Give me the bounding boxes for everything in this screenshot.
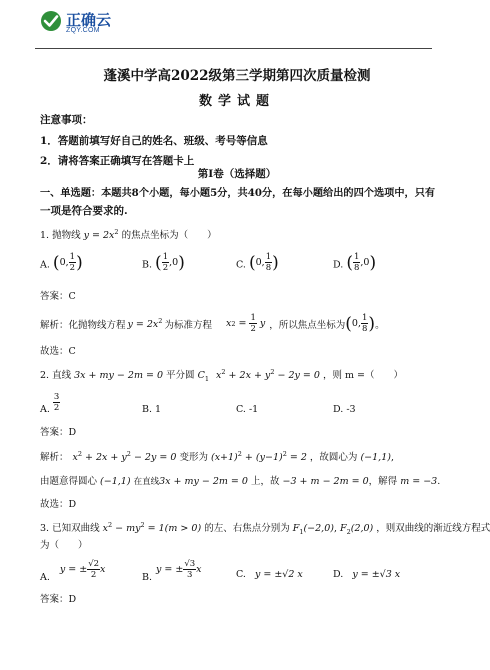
q1-formula: $y = 2x^2$	[83, 227, 119, 241]
logo-check-icon	[40, 10, 62, 32]
exam-subtitle: 数学试题	[198, 94, 275, 109]
q3-option-c[interactable]: C. y = ±√2 x	[236, 569, 303, 580]
q2-method: 故选：D	[40, 499, 77, 510]
notes-item-1: 1．答题前填写好自己的姓名、班级、考号等信息	[40, 135, 268, 147]
q3-stem-line1: 3. 已知双曲线 $x^2 - my^2 = 1(m > 0)$ 的左、右焦点分别为 $F_1(-2,0)$, $F_2(2,0)$ ，则双曲线的渐近线方程式	[40, 520, 490, 536]
q1-option-b[interactable]: B. ( $\frac{1}{2}$ ,0 )	[142, 252, 185, 273]
q2-answer: 答案：D	[40, 427, 77, 438]
logo-text: 正确云	[66, 12, 112, 29]
q2-option-c[interactable]: C. -1	[236, 404, 259, 415]
q2-explanation-2: 由题意得圆心 (−1,1) 在直线3x + my − 2m = 0 上，故 −3 + m − 2m = 0，解得 m = −3.	[40, 476, 441, 487]
section-instructions-line2: 一项是符合要求的.	[40, 205, 128, 217]
section-instructions-line1: 一、单选题：本题共8个小题，每小题5分，共40分，在每小题给出的四个选项中，只有	[40, 187, 436, 199]
q3-option-a[interactable]: A. y = ± $\frac{√2}{2}$ x	[40, 559, 106, 583]
q1-method: 故选：C	[40, 346, 76, 357]
notes-heading: 注意事项：	[40, 114, 93, 126]
q1-explanation: 解析：化抛物线方程 $y = 2x^2$ 为标准方程 x 2 = $\frac{1}{2}$ y ，所以焦点坐标为 ( 0, $\frac{1}{8}$ ) 。	[40, 313, 385, 334]
q2-stem: 2. 直线 3x + my − 2m = 0 平分圆 $C_1$ $x^2 + 2x + y^2 - 2y = 0$ ，则 m =（ ）	[40, 367, 403, 383]
logo-domain: ZQY.COM	[66, 27, 100, 34]
notes-item-2: 2．请将答案正确填写在答题卡上	[40, 155, 195, 167]
q2-option-a[interactable]: A. $\frac{3}{2}$	[40, 392, 60, 415]
q3-answer: 答案：D	[40, 594, 77, 605]
q2-option-b[interactable]: B. 1	[142, 404, 162, 415]
q1-stem: 1. 抛物线 $y = 2x^2$ 的焦点坐标为（ ）	[40, 227, 217, 241]
header-divider	[35, 48, 432, 49]
volume-title: 第I卷（选择题）	[197, 168, 277, 180]
exam-title: 蓬溪中学高2022级第三学期第四次质量检测	[103, 68, 371, 84]
q2-option-d[interactable]: D. -3	[333, 404, 356, 415]
q3-stem-line2: 为（ ）	[40, 540, 88, 551]
q1-option-c[interactable]: C. ( 0, $\frac{1}{8}$ )	[236, 252, 279, 273]
q2-explanation-1: 解析： $x^2 + 2x + y^2 - 2y = 0$ 变形为 $(x+1)^2 + (y-1)^2 = 2$ ，故圆心为 (−1,1),	[40, 449, 394, 463]
q1-option-a[interactable]: A. ( 0, $\frac{1}{2}$ )	[40, 252, 83, 273]
q3-option-b[interactable]: B. y = ± $\frac{√3}{3}$ x	[142, 559, 202, 583]
q1-option-d[interactable]: D. ( $\frac{1}{8}$ ,0 )	[333, 252, 377, 273]
q3-option-d[interactable]: D. y = ±√3 x	[333, 569, 401, 580]
q1-answer: 答案：C	[40, 291, 76, 302]
